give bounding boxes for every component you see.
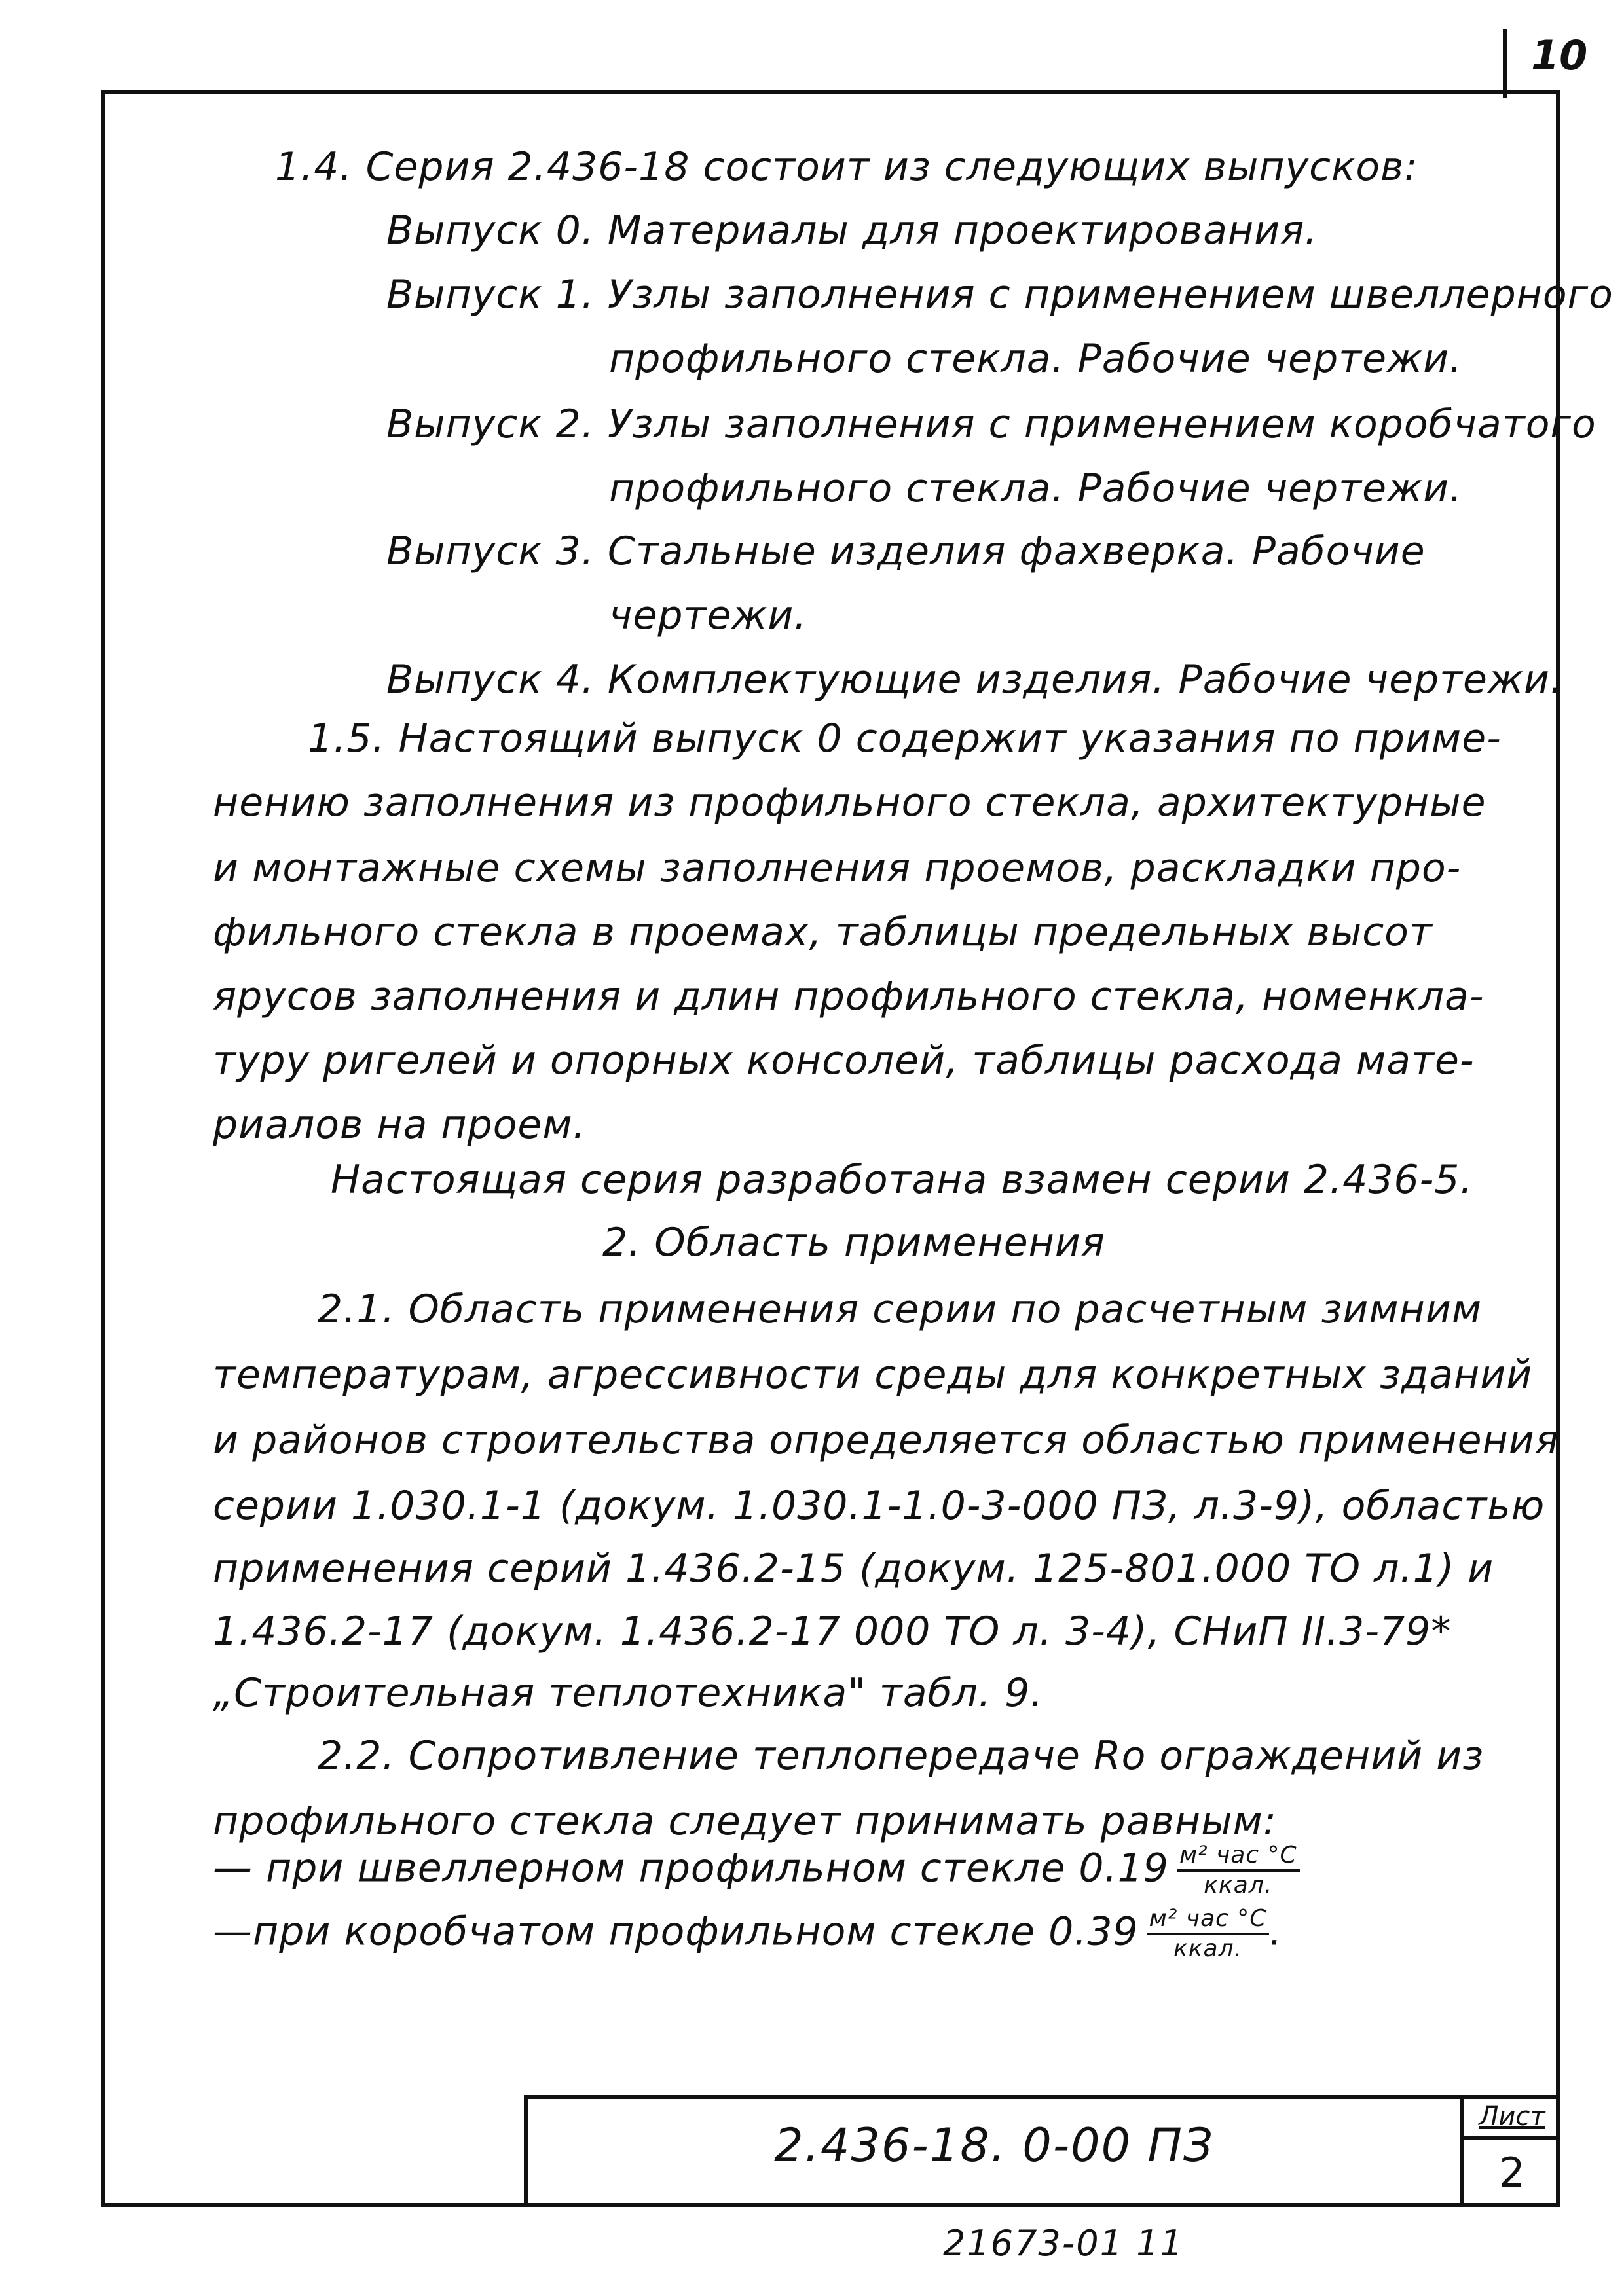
text-line: температурам, агрессивности среды для конкретных зданий (213, 1352, 1533, 1398)
fraction-denominator: ккал. (1173, 1935, 1243, 1962)
text-line: 2.2. Сопротивление теплопередаче Ro ограждений из (318, 1733, 1485, 1779)
sheet-value: 2 (1499, 2149, 1525, 2196)
text-line: профильного стекла. Рабочие чертежи. (609, 336, 1463, 382)
fraction-denominator: ккал. (1204, 1871, 1273, 1899)
text-line: 1.5. Настоящий выпуск 0 содержит указания по приме- (308, 716, 1502, 761)
text-line: 2.1. Область применения серии по расчетным зимним (318, 1286, 1483, 1332)
text-line: 1.4. Серия 2.436-18 состоит из следующих выпусков: (275, 144, 1418, 190)
fraction-numerator: м² час °С (1147, 1906, 1270, 1935)
text-line: профильного стекла следует принимать равным: (213, 1798, 1277, 1844)
text-line: Выпуск 2. Узлы заполнения с применением коробчатого (386, 401, 1596, 447)
unit-fraction (1147, 1906, 1270, 1961)
sheet-number: 10 (1531, 31, 1588, 79)
text-line: профильного стекла. Рабочие чертежи. (609, 465, 1463, 511)
text-line: „Строительная теплотехника" табл. 9. (213, 1670, 1044, 1716)
fraction-numerator: м² час °С (1177, 1843, 1300, 1872)
title-block-cell-line (1460, 2136, 1560, 2140)
text-line: применения серий 1.436.2-15 (докум. 125-801.000 ТО л.1) и (213, 1546, 1494, 1592)
text-line: Настоящая серия разработана взамен серии 2.436-5. (331, 1157, 1473, 1203)
final-period: . (1269, 1908, 1283, 1955)
unit-fraction (1177, 1843, 1300, 1898)
text-line: чертежи. (609, 592, 807, 638)
text-line: Выпуск 4. Комплектующие изделия. Рабочие чертежи. (386, 657, 1564, 702)
text-line: серии 1.030.1-1 (докум. 1.030.1-1.0-3-000 ПЗ, л.3-9), областью (213, 1483, 1545, 1529)
text-line: Выпуск 3. Стальные изделия фахверка. Рабочие (386, 528, 1426, 574)
text-line: Выпуск 0. Материалы для проектирования. (386, 208, 1318, 253)
archive-number: 21673-01 11 (943, 2223, 1184, 2264)
text-line: нению заполнения из профильного стекла, архитектурные (213, 780, 1486, 826)
sheet-label: Лист (1479, 2102, 1545, 2132)
text-line: 1.436.2-17 (докум. 1.436.2-17 000 ТО л. 3-4), СНиП II.3-79* (213, 1609, 1452, 1654)
text-line: ярусов заполнения и длин профильного стекла, номенкла- (213, 974, 1485, 1019)
sheet-number-divider (1503, 29, 1507, 98)
text-line (213, 1906, 1283, 1961)
text-line: риалов на проем. (213, 1102, 586, 1148)
text-line: и монтажные схемы заполнения проемов, раскладки про- (213, 845, 1462, 891)
text-line (213, 1843, 1300, 1898)
formula-text: — при швеллерном профильном стекле 0.19 (213, 1845, 1169, 1891)
section-heading: 2. Область применения (602, 1220, 1105, 1266)
document-code: 2.436-18. 0-00 ПЗ (774, 2119, 1214, 2172)
formula-text: —при коробчатом профильном стекле 0.39 (213, 1908, 1139, 1955)
title-block-top-line (524, 2095, 1560, 2099)
text-line: и районов строительства определяется областью применения (213, 1417, 1559, 1463)
text-line: туру ригелей и опорных консолей, таблицы расхода мате- (213, 1038, 1475, 1084)
text-line: фильного стекла в проемах, таблицы предельных высот (213, 909, 1433, 955)
text-line: Выпуск 1. Узлы заполнения с применением швеллерного (386, 272, 1614, 318)
